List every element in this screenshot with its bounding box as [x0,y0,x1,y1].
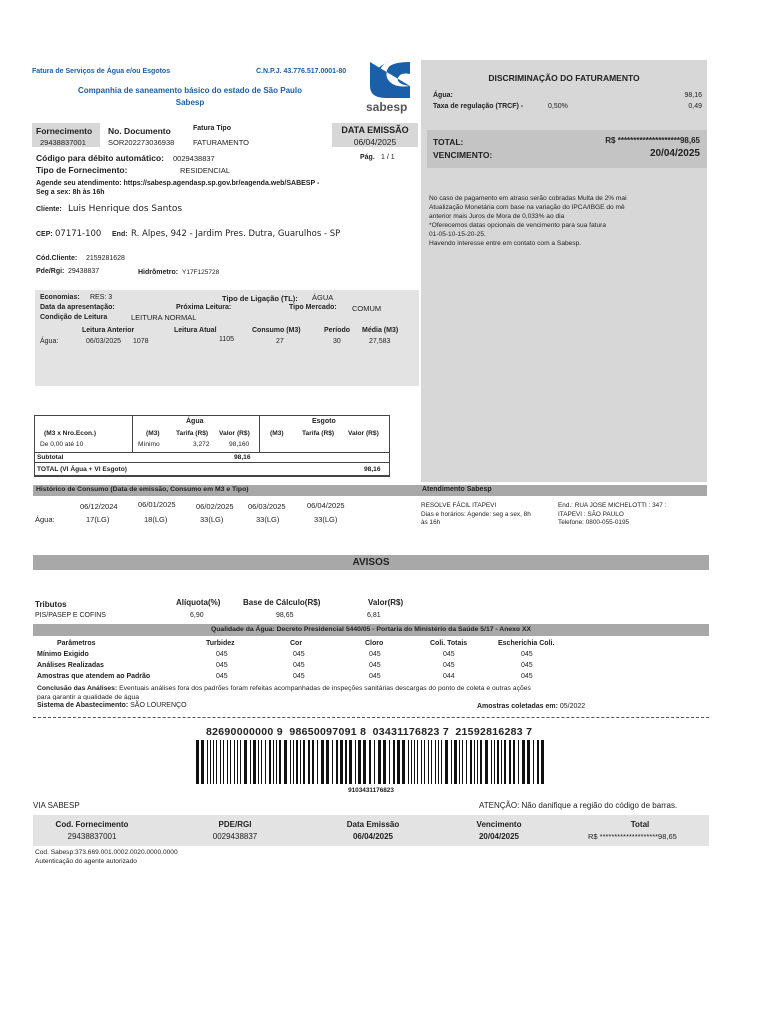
fatura-tipo-label: Fatura Tipo [193,125,231,132]
barcode-stripe [411,740,412,784]
data-emissao-label: DATA EMISSÃO [341,125,409,135]
aliquota-label: Alíquota(%) [176,598,221,607]
pde-label: Pde/Rgi: [36,268,65,275]
tributo-base: 98,65 [276,612,294,619]
company-short: Sabesp [175,98,205,107]
documento-label: No. Documento [108,126,171,136]
avisos-title: AVISOS [352,557,390,568]
leitura-anterior-value: 1078 [133,338,149,345]
qualidade-cell: 045 [521,651,533,658]
qualidade-cell: 045 [521,662,533,669]
footer-col: Vencimento [476,820,522,829]
discriminacao-panel [421,60,707,482]
barcode-stripe [196,740,199,784]
barcode-stripe [477,740,478,784]
total-label: TOTAL: [433,137,464,147]
barcode-stripe [497,740,499,784]
tipo-fornecimento-value: RESIDENCIAL [180,166,231,175]
atendimento-endereco: End.: RUA JOSE MICHELOTTI : 347 : [558,502,667,509]
proxima-leitura-label: Próxima Leitura: [176,304,232,311]
barcode-stripe [332,740,333,784]
footer-total-value: R$ ********************98,65 [588,832,677,841]
cep-label: CEP: [36,231,53,238]
tarifa-valor-total: 98,160 [229,441,250,448]
barcode-stripe [417,740,418,784]
amostras-label: Amostras coletadas em: [477,703,558,710]
historico-value: 33(LG) [200,515,224,524]
barcode-stripe [389,740,390,784]
barcode-stripe [296,740,298,784]
amostras [477,703,585,710]
barcode-stripe [518,740,519,784]
qualidade-cell: 045 [293,673,305,680]
historico-date: 06/02/2025 [196,502,234,511]
tributos-label: Tributos [35,600,67,609]
barcode-stripe [491,740,492,784]
barcode-stripe [253,740,256,784]
base-calculo-label: Base de Cálculo(R$) [243,598,321,607]
autenticacao: Autenticação do agente autorizado [35,858,137,865]
barcode-number: 9103431176823 [348,787,394,794]
barcode-icon [196,740,546,784]
end-value: R. Alpes, 942 - Jardim Pres. Dutra, Guarulhos - SP [131,229,341,239]
atendimento-horario: Dias e horários: Agende: seg a sex, 8h [421,511,531,518]
barcode-stripe [421,740,422,784]
barcode-stripe [345,740,347,784]
barcode-stripe [509,740,511,784]
barcode-stripe [474,740,475,784]
barcode-stripe [258,740,259,784]
tarifa-faixa: De 0,00 até 10 [40,441,84,448]
barcode-stripe [402,740,405,784]
barcode-stripe [269,740,271,784]
barcode-stripe [494,740,495,784]
taxa-label: Taxa de regulação (TRCF) - [433,103,524,110]
barcode-stripe [459,740,460,784]
footer-value: 06/04/2025 [352,832,394,841]
tipo-mercado-value: COMUM [352,304,382,313]
tributo-valor: 6,81 [367,612,381,619]
barcode-stripe [480,740,482,784]
barcode-stripe [216,740,217,784]
qualidade-cell: 045 [216,673,228,680]
barcode-stripe [383,740,386,784]
qualidade-col: Cor [290,640,303,647]
barcode-stripe [431,740,432,784]
divider [132,415,133,453]
barcode-stripe [355,740,356,784]
barcode-stripe [265,740,266,784]
barcode-stripe [276,740,277,784]
leitura-atual-value: 1105 [219,336,235,343]
footer-value: 20/04/2025 [478,832,520,841]
sabesp-logo-icon [366,60,414,114]
consumo-value: 27 [276,338,284,345]
condicao-value: LEITURA NORMAL [131,313,197,322]
divider [34,452,390,453]
sistema-value: SÃO LOURENÇO [130,702,187,709]
barcode-stripe [428,740,429,784]
qualidade-row-label: Mínimo Exigido [37,651,89,658]
documento-value: SOR202273036938 [108,138,175,147]
tarifa-col: (M3 x Nro.Econ.) [44,430,97,437]
conclusao-label: Conclusão das Análises: [37,685,118,692]
historico-date: 06/04/2025 [307,501,345,510]
end-label: End: [112,231,128,238]
qualidade-cell: 045 [369,662,381,669]
barcode-stripe [317,740,318,784]
barcode-stripe [220,740,221,784]
barcode-stripe [223,740,224,784]
qualidade-col: Escherichia Coli. [498,640,555,647]
msg-line: 01-05-10-15-20-25. [429,231,486,238]
barcode-stripe [336,740,338,784]
barcode-stripe [441,740,442,784]
barcode-stripe [504,740,506,784]
atendimento-cidade: ITAPEVI : SÃO PAULO [558,511,624,518]
qualidade-col: Coli. Totais [430,640,468,647]
agua-value: 98,16 [684,92,702,99]
footer-col: Data Emissão [346,820,400,829]
barcode-stripe [321,740,324,784]
total-value: R$ ********************98,65 [605,136,700,145]
barcode-stripe [438,740,439,784]
barcode-stripe [312,740,314,784]
cep-value: 07171-100 [55,229,102,239]
msg-line: No caso de pagamento em atraso serão cobradas Multa de 2% mai [429,195,627,202]
qualidade-cell: 045 [369,651,381,658]
qualidade-cell: 045 [443,662,455,669]
historico-value: 18(LG) [144,515,168,524]
atendimento-title: Atendimento Sabesp [422,486,492,493]
barcode-stripe [303,740,305,784]
barcode-stripe [358,740,361,784]
conclusao-text: Eventuais análises fora dos padrões foram refeitas acompanhadas de inspeções sanitárias descargas do ponto de coleta e outras ações [119,685,531,692]
msg-line: Havendo interesse entre em contato com a Sabesp. [429,240,582,247]
fatura-title: Fatura de Serviços de Água e/ou Esgotos [32,68,171,75]
logo-wordmark: sabesp [366,100,408,114]
avisos-bar [33,555,709,570]
tarifa-col: (M3) [146,430,160,437]
barcode-stripe [451,740,452,784]
barcode-stripe [207,740,208,784]
company-name: Companhia de saneamento básico do estado de São Paulo [77,86,303,95]
qualidade-row-label: Análises Realizadas [37,662,104,669]
barcode-stripe [522,740,525,784]
subtotal-label: Subtotal [37,454,64,461]
footer-value: 29438837001 [67,832,117,841]
qualidade-col: Turbidez [206,640,235,647]
barcode-stripe [393,740,395,784]
barcode-stripe [454,740,457,784]
tarifa-col: Valor (R$) [348,430,379,437]
agende-line-2: Seg a sex: 8h às 16h [36,189,105,196]
historico-row-label: Água: [35,515,55,524]
debito-label: Código para débito automático: [36,153,164,163]
divider [34,475,390,476]
fatura-tipo-value: FATURAMENTO [193,138,249,147]
tarifa-col: Valor (R$) [219,430,250,437]
barcode-stripe [501,740,502,784]
barcode-stripe [513,740,515,784]
qualidade-cell: 044 [443,673,455,680]
footer-value: 0029438837 [212,832,258,841]
col-periodo: Período [324,327,351,334]
tipo-fornecimento-label: Tipo de Fornecimento: [36,165,128,175]
tarifa-col: Tarifa (R$) [302,430,335,437]
barcode-stripe [424,740,425,784]
barcode-stripe [308,740,310,784]
qualidade-row-label: Amostras que atendem ao Padrão [37,673,151,680]
cod-sabesp: Cod. Sabesp:373.669.001.0002.0020.0000.0000 [35,849,178,856]
cliente-value: Luis Henrique dos Santos [68,204,183,214]
col-leitura-anterior: Leitura Anterior [82,327,135,334]
qualidade-cell: 045 [216,662,228,669]
barcode-stripe [326,740,329,784]
debito-value: 0029438837 [173,154,215,163]
barcode-stripe [273,740,274,784]
condicao-label: Condição de Leitura [40,314,108,321]
divider [34,462,390,463]
barcode-stripe [462,740,463,784]
barcode-stripe [363,740,366,784]
barcode-stripe [250,740,251,784]
barcode-stripe [210,740,211,784]
barcode-stripe [397,740,400,784]
cod-cliente-label: Cód.Cliente: [36,255,78,262]
barcode-stripe [445,740,448,784]
historico-date: 06/12/2024 [80,502,118,511]
barcode-stripe [279,740,281,784]
pag-value: 1 / 1 [381,154,395,161]
agende-line-1: Agende seu atendimento: https://sabesp.agendasp.sp.gov.br/eagenda.web/SABESP - [36,180,320,187]
msg-line: anterior mais Juros de Mora de 0,033% ao dia [429,213,565,220]
fornecimento-value: 29438837001 [40,138,86,147]
barcode-stripe [201,740,204,784]
barcode-stripe [369,740,371,784]
leitura-row-label: Água: [40,338,59,345]
barcode-stripe [349,740,352,784]
tarifa-esgoto-header: Esgoto [312,418,336,425]
historico-title: Histórico de Consumo (Data de emissão, Consumo em M3 e Tipo) [36,486,249,493]
cliente-label: Cliente: [36,206,62,213]
historico-value: 33(LG) [256,515,280,524]
footer-col: PDE/RGI [218,820,252,829]
atendimento-horario-2: às 16h [421,519,441,526]
historico-date: 06/03/2025 [248,502,286,511]
barcode-stripe [244,740,247,784]
data-apresentacao-label: Data da apresentação: [40,304,115,311]
atendimento-telefone: Telefone: 0800-055-0195 [558,519,630,526]
taxa-pct: 0,50% [548,103,568,110]
tarifa-minimo: Mínimo [138,441,160,448]
atendimento-local: RESOLVE FÁCIL ITAPEVI [421,502,497,509]
vencimento-label: VENCIMENTO: [433,150,493,160]
barcode-stripe [374,740,375,784]
hidrometro-label: Hidrômetro: [138,269,179,276]
qualidade-cell: 045 [293,662,305,669]
qualidade-title: Qualidade da Água: Decreto Presidencial 5440/05 - Portaria do Ministério da Saúde 5/17 - Anexo XX [210,626,532,633]
barcode-stripe [541,740,544,784]
qualidade-cell: 045 [369,673,381,680]
sistema [37,702,187,709]
taxa-value: 0,49 [688,103,702,110]
cod-cliente-value: 2159281628 [86,255,125,262]
tipo-mercado-label: Tipo Mercado: [289,304,337,311]
aviso-pagamento [429,194,707,248]
total-agua-esgoto-value: 98,16 [364,466,381,473]
conclusao [37,685,709,692]
leitura-anterior-date: 06/03/2025 [86,338,122,345]
economias-value: RES: 3 [90,294,113,301]
pde-value: 29438837 [68,268,100,275]
barcode-stripe [408,740,409,784]
tipo-ligacao-label: Tipo de Ligação (TL): [222,294,298,303]
barcode-stripe [466,740,467,784]
historico-date: 06/01/2025 [138,500,176,509]
data-emissao-value: 06/04/2025 [353,137,397,147]
col-media: Média (M3) [362,327,399,334]
cut-line [33,717,709,718]
barcode-stripe [378,740,381,784]
barcode-stripe [293,740,294,784]
col-consumo: Consumo (M3) [252,327,301,334]
media-value: 27,583 [369,338,391,345]
tarifa-col: (M3) [270,430,284,437]
amostras-value: 05/2022 [559,703,586,710]
tarifa-agua-header: Água [186,418,204,425]
hidrometro-value: Y17F125728 [182,269,220,276]
subtotal-value: 98,16 [234,454,251,461]
atencao: ATENÇÃO: Não danifique a região do código de barras. [479,801,678,810]
barcode-stripe [290,740,291,784]
cnpj: C.N.P.J. 43.776.517.0001-80 [256,68,347,75]
divider [259,415,260,453]
tarifa-valor-unit: 3,272 [193,441,210,448]
qualidade-cell: 045 [216,651,228,658]
qualidade-col: Parâmetros [57,640,96,647]
conclusao-text-2: para garantir a qualidade de água [37,694,140,700]
qualidade-cell: 045 [293,651,305,658]
qualidade-cell: 045 [521,673,533,680]
barcode-stripe [213,740,214,784]
valor-label: Valor(R$) [368,598,404,607]
tarifa-col: Tarifa (R$) [176,430,209,437]
barcode-stripe [533,740,534,784]
tipo-ligacao-value: ÁGUA [312,293,334,302]
historico-value: 17(LG) [86,515,110,524]
sistema-label: Sistema de Abastecimento: [37,702,129,709]
agua-label: Água: [433,92,453,99]
barcode-stripe [240,740,241,784]
historico-value: 33(LG) [314,515,338,524]
barcode-digits: 82690000000 9 98650097091 8 03431176823 7 21592816283 7 [206,726,533,738]
total-agua-esgoto-label: TOTAL (VI Água + VI Esgoto) [37,466,127,473]
via-sabesp: VIA SABESP [33,801,80,810]
barcode-stripe [284,740,287,784]
vencimento-value: 20/04/2025 [649,148,700,159]
msg-line: *Oferecemos datas opcionais de vencimento para sua fatura [429,222,607,229]
barcode-stripe [237,740,238,784]
fornecimento-label: Fornecimento [36,126,93,136]
barcode-stripe [230,740,231,784]
pag-label: Pág. [360,154,375,161]
periodo-value: 30 [333,338,341,345]
qualidade-cell: 045 [443,651,455,658]
barcode-stripe [527,740,530,784]
discriminacao-title: DISCRIMINAÇÃO DO FATURAMENTO [488,73,640,83]
barcode-stripe [537,740,539,784]
barcode-stripe [485,740,488,784]
barcode-stripe [261,740,262,784]
tributo-nome: PIS/PASEP E COFINS [35,612,106,619]
tributo-aliquota: 6,90 [190,612,204,619]
footer-col: Total [630,820,650,829]
economias-label: Economias: [40,294,80,301]
barcode-stripe [234,740,235,784]
barcode-stripe [227,740,228,784]
barcode-stripe [470,740,472,784]
barcode-stripe [435,740,436,784]
msg-line: Atualização Monetária com base na variação do IPCA/IBGE do mê [429,204,625,211]
barcode-stripe [300,740,301,784]
footer-col: Cod. Fornecimento [55,820,129,829]
qualidade-col: Cloro [365,640,384,647]
col-leitura-atual: Leitura Atual [174,327,217,334]
barcode-stripe [414,740,415,784]
barcode-stripe [340,740,343,784]
